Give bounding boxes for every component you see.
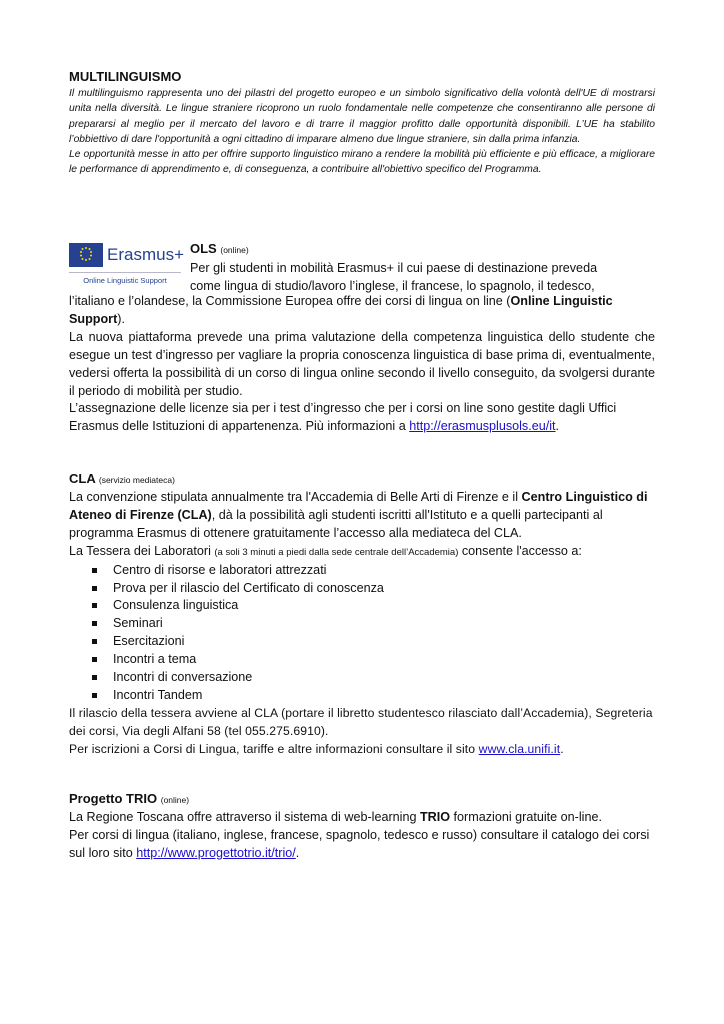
list-item: Centro di risorse e laboratori attrezzati bbox=[69, 562, 655, 580]
bold-text: TRIO bbox=[419, 810, 451, 824]
section-trio bbox=[69, 790, 655, 863]
list-item: Incontri di conversazione bbox=[69, 669, 655, 687]
erasmus-ols-logo bbox=[69, 243, 184, 291]
list-item: Esercitazioni bbox=[69, 633, 655, 651]
section-note: (online) bbox=[220, 245, 249, 255]
note: (a soli 3 minuti a piedi dalla sede centrale dell’Accademia) bbox=[214, 546, 459, 558]
text: La convenzione stipulata annualmente tra l'Accademia di Belle Arti di Firenze e il bbox=[69, 490, 522, 504]
paragraph: Il rilascio della tessera avviene al CLA (portare il libretto studentesco rilasciato dall’Accademia), Segreteria dei corsi, Via degli Alfani 58 (tel 055.275.6910). bbox=[69, 705, 653, 738]
text: . bbox=[555, 419, 560, 434]
section-title: Progetto TRIO bbox=[69, 791, 158, 806]
text: . bbox=[560, 741, 564, 756]
list-item: Incontri Tandem bbox=[69, 687, 655, 705]
logo-text: Erasmus+ bbox=[107, 245, 184, 264]
section-title: CLA bbox=[69, 471, 96, 486]
text: . bbox=[295, 845, 300, 860]
text: ). bbox=[117, 311, 125, 326]
section-note: (online) bbox=[160, 795, 190, 805]
text: La Tessera dei Laboratori bbox=[69, 543, 215, 558]
text: , dà la possibilità agli studenti iscritti all'Istituto e a quelli partecipanti al programma Erasmus di ottenere gratuitamente l’accesso alla mediateca del CLA. bbox=[69, 507, 603, 540]
list-item: Consulenza linguistica bbox=[69, 597, 655, 615]
text: l’italiano e l’olandese, la Commissione Europea offre dei corsi di lingua on line ( bbox=[69, 294, 511, 308]
text: L’assegnazione delle licenze sia per i test d’ingresso che per i corsi on line sono gestite dagli Uffici Erasmus delle Istituzioni di appartenenza. Più informazioni a bbox=[69, 401, 617, 434]
text: La Regione Toscana offre attraverso il sistema di web-learning bbox=[69, 810, 420, 824]
logo-subtitle: Online Linguistic Support bbox=[83, 276, 167, 285]
text: consente l'accesso a: bbox=[458, 543, 582, 558]
bold-text: Online Linguistic Support bbox=[69, 294, 613, 326]
text: Per iscrizioni a Corsi di Lingua, tariffe e altre informazioni consultare il sito bbox=[69, 741, 479, 756]
section-title: MULTILINGUISMO bbox=[69, 69, 182, 84]
paragraph: Le opportunità messe in atto per offrire supporto linguistico mirano a rendere la mobilità più efficiente e più efficace, a migliorare le performance di apprendimento e, di conseguenza, a contribuire all'obiettivo specifico del Programma. bbox=[69, 149, 655, 176]
ols-header bbox=[190, 240, 630, 296]
section-ols bbox=[69, 293, 655, 436]
list-item: Seminari bbox=[69, 615, 655, 633]
list-item: Prova per il rilascio del Certificato di conoscenza bbox=[69, 580, 655, 598]
cla-link[interactable]: www.cla.unifi.it bbox=[478, 741, 561, 756]
list-item: Incontri a tema bbox=[69, 651, 655, 669]
paragraph: Per gli studenti in mobilità Erasmus+ il cui paese di destinazione preveda come lingua di studio/lavoro l’inglese, il francese, lo spagnolo, il tedesco, bbox=[190, 261, 598, 293]
bold-text: Centro Linguistico di Ateneo di Firenze (CLA) bbox=[69, 490, 648, 522]
section-multilinguismo bbox=[69, 68, 655, 178]
progettotrio-link[interactable]: http://www.progettotrio.it/trio/ bbox=[136, 845, 296, 860]
paragraph: Il multilinguismo rappresenta uno dei pilastri del progetto europeo e un simbolo significativo della volontà dell'UE di mostrarsi unita nella diversità. Le lingue straniere ricoprono un ruolo fondamentale nelle competenze che consentiranno alle persone di prepararsi al meglio per il mercato del lavoro e di trarre il maggior profitto dalle opportunità disponibili. L’UE ha stabilito l’obbiettivo di dare l'opportunità a ogni cittadino di imparare almeno due lingue straniere, sin dalla prima infanzia. bbox=[69, 88, 655, 145]
text: formazioni gratuite on-line. bbox=[450, 810, 602, 824]
section-note: (servizio mediateca) bbox=[98, 475, 175, 485]
text: Per corsi di lingua (italiano, inglese, francese, spagnolo, tedesco e russo) consultare il catalogo dei corsi sul loro sito bbox=[69, 827, 650, 860]
paragraph: La nuova piattaforma prevede una prima valutazione della competenza linguistica dello studente che esegue un test d’ingresso per vagliare la propria conoscenza linguistica di base prima di, eventualmente, vedersi offerta la possibilità di un corso di lingua online secondo il livello conseguito, da svolgersi durante il periodo di mobilità per studio. bbox=[69, 329, 655, 398]
eu-flag-icon bbox=[69, 243, 103, 267]
section-cla bbox=[69, 470, 655, 759]
section-title: OLS bbox=[190, 241, 217, 256]
erasmusplusols-link[interactable]: http://erasmusplusols.eu/it bbox=[409, 419, 556, 434]
divider bbox=[69, 272, 181, 273]
access-list bbox=[69, 562, 655, 705]
